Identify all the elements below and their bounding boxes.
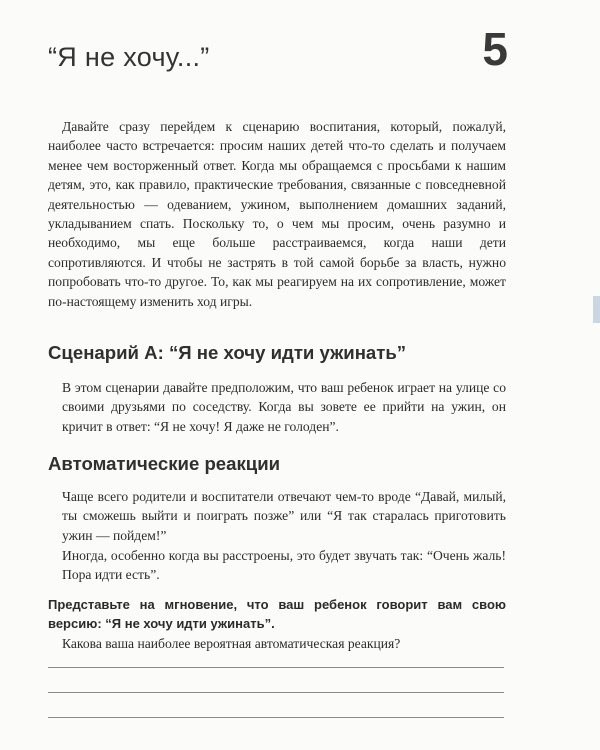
scenario-heading: Сценарий А: “Я не хочу идти ужинать” <box>48 342 407 363</box>
chapter-number: 5 <box>482 23 508 75</box>
scenario-paragraph: В этом сценарии давайте предположим, что ваш ребенок играет на улице со своими друзьями по соседству. Когда вы зовете ее прийти на ужин, он кричит в ответ: “Я не хочу! Я даже не голоден”. <box>62 380 506 434</box>
answer-line[interactable] <box>48 667 504 668</box>
answer-line[interactable] <box>48 692 504 693</box>
automatic-paragraph-2: Иногда, особенно когда вы расстроены, это будет звучать так: “Очень жаль! Пора идти есть”. <box>62 548 506 583</box>
automatic-reactions-heading: Автоматические реакции <box>48 453 281 474</box>
automatic-paragraph-1: Чаще всего родители и воспитатели отвечают чем-то вроде “Давай, милый, ты сможешь выйти и поиграть позже” или “Я так старалась приготовить ужин — пойдем!” <box>62 489 506 543</box>
answer-line[interactable] <box>48 717 504 718</box>
chapter-title: “Я не хочу...” <box>48 42 210 72</box>
exercise-question: Какова ваша наиболее вероятная автоматическая реакция? <box>62 636 401 651</box>
page-edge-marker <box>593 296 600 323</box>
exercise-prompt: Представьте на мгновение, что ваш ребенок говорит вам свою версию: “Я не хочу идти ужинать”. <box>48 597 506 632</box>
intro-paragraph: Давайте сразу перейдем к сценарию воспитания, который, пожалуй, наиболее часто встречается: просим наших детей что-то сделать и получаем менее чем восторженный ответ. Когда мы обращаемся с просьбами к нашим детям, это, как правило, практические требования, связанные с повседневной деятельностью — одеванием, ужином, выполнением домашних заданий, укладыванием спать. Поскольку то, о чем мы просим, очень разумно и необходимо, мы еще больше расстраиваемся, когда наши дети сопротивляются. И чтобы не застрять в той самой борьбе за власть, нужно попробовать что-то другое. То, как мы реагируем на их сопротивление, может по-настоящему изменить ход игры. <box>48 119 506 309</box>
